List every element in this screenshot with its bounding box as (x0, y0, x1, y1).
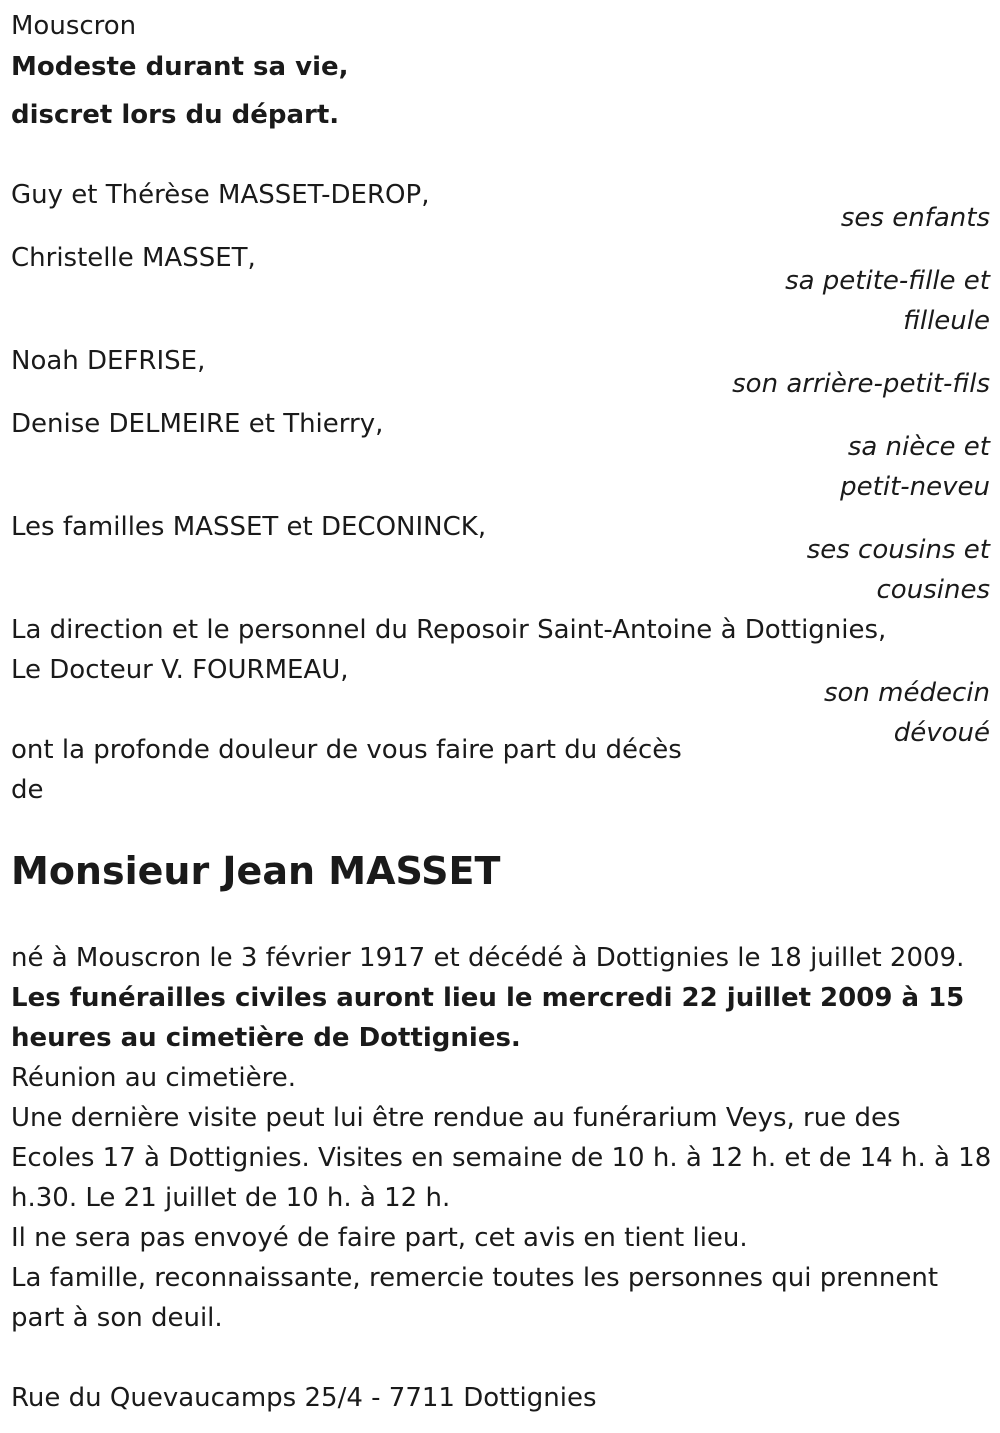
thanks-line-1: La famille, reconnaissante, remercie toutes les personnes qui prennent (11, 1263, 939, 1293)
family-role-5b: cousines (876, 575, 990, 605)
family-name-5: Les familles MASSET et DECONINCK, (11, 512, 487, 542)
family-role-4a: sa nièce et (847, 432, 990, 462)
funeral-line-1: Les funérailles civiles auront lieu le mercredi 22 juillet 2009 à 15 (11, 983, 965, 1013)
motto-line-2: discret lors du départ. (11, 100, 340, 130)
family-role-7a: son médecin (823, 678, 990, 708)
born-died: né à Mouscron le 3 février 1917 et décédé à Dottignies le 18 juillet 2009. (11, 943, 965, 973)
visit-line-3: h.30. Le 21 juillet de 10 h. à 12 h. (11, 1183, 451, 1213)
family-role-1: ses enfants (840, 203, 990, 233)
no-notice: Il ne sera pas envoyé de faire part, cet avis en tient lieu. (11, 1223, 748, 1253)
meeting: Réunion au cimetière. (11, 1063, 297, 1093)
family-role-5a: ses cousins et (806, 535, 990, 565)
family-name-2: Christelle MASSET, (11, 243, 256, 273)
family-role-2b: filleule (903, 306, 990, 336)
address: Rue du Quevaucamps 25/4 - 7711 Dottignies (11, 1383, 597, 1413)
thanks-line-2: part à son deuil. (11, 1303, 223, 1333)
family-role-3: son arrière-petit-fils (732, 369, 990, 399)
visit-line-1: Une dernière visite peut lui être rendue au funérarium Veys, rue des (11, 1103, 901, 1133)
visit-line-2: Ecoles 17 à Dottignies. Visites en semaine de 10 h. à 12 h. et de 14 h. à 18 (11, 1143, 992, 1173)
announcement-line-1: ont la profonde douleur de vous faire part du décès (11, 735, 682, 765)
family-name-1: Guy et Thérèse MASSET-DEROP, (11, 180, 430, 210)
deceased-name: Monsieur Jean MASSET (11, 849, 501, 893)
motto-line-1: Modeste durant sa vie, (11, 52, 349, 82)
family-name-6: La direction et le personnel du Reposoir Saint-Antoine à Dottignies, (11, 615, 887, 645)
family-role-7b: dévoué (893, 718, 990, 748)
family-name-3: Noah DEFRISE, (11, 346, 206, 376)
family-role-4b: petit-neveu (840, 472, 990, 502)
family-role-2a: sa petite-fille et (785, 266, 990, 296)
family-name-7: Le Docteur V. FOURMEAU, (11, 655, 349, 685)
funeral-line-2: heures au cimetière de Dottignies. (11, 1023, 521, 1053)
location: Mouscron (11, 11, 137, 41)
announcement-line-2: de (11, 775, 44, 805)
family-name-4: Denise DELMEIRE et Thierry, (11, 409, 384, 439)
